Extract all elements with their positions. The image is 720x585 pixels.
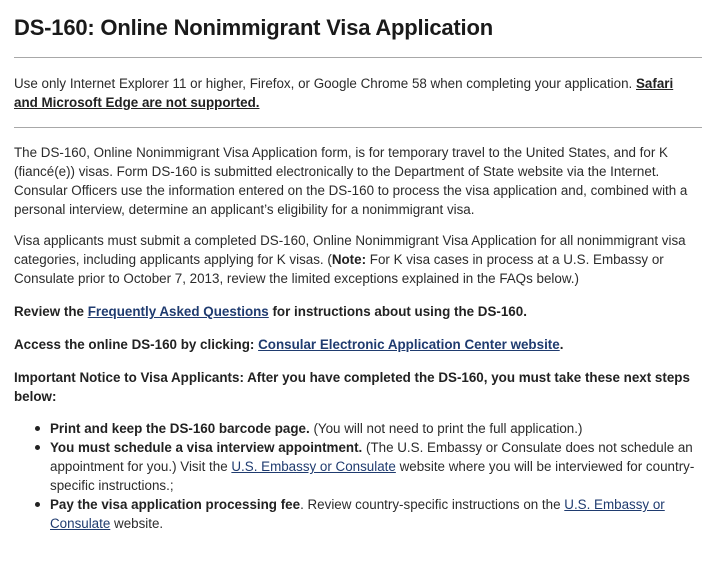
page-title: DS-160: Online Nonimmigrant Visa Application [14,15,493,40]
step-3-text-after: website. [110,516,164,531]
embassy-link[interactable]: U.S. Embassy or Consulate [231,459,396,474]
bullet-icon [35,445,40,450]
ceac-link[interactable]: Consular Electronic Application Center website [258,337,560,352]
bullet-icon [35,502,40,507]
step-3-bold: Pay the visa application processing fee [50,497,301,512]
access-prefix: Access the online DS-160 by clicking: [14,337,259,352]
step-1-text: (You will not need to print the full application.) [309,421,583,436]
requirement-paragraph [14,231,702,288]
divider-bottom [14,127,702,128]
list-item [50,495,702,533]
access-suffix: . [559,337,564,352]
step-3-text-before: . Review country-specific instructions on the [300,497,565,512]
requirement-text-after: For K visa cases in process at a U.S. Embassy or Consulate prior to October 7, 2013, review the limited exceptions explained in the FAQs below.) [14,252,664,286]
embassy-link-2[interactable]: U.S. Embassy or Consulate [50,497,665,531]
next-steps-list [14,419,702,533]
list-item [50,438,702,495]
intro-paragraph: The DS-160, Online Nonimmigrant Visa Application form, is for temporary travel to the United States, and for K (fiancé(e)) visas. Form DS-160 is submitted electronically to the Department of State website via the Internet. Consular Officers use the information entered on the DS-160 to process the visa application and, combined with a personal interview, determine an applicant’s eligibility for a nonimmigrant visa. [14,145,688,217]
access-paragraph [14,335,702,354]
review-prefix: Review the [14,304,88,319]
list-item [50,419,702,438]
important-notice: Important Notice to Visa Applicants: After you have completed the DS-160, you must take these next steps below: [14,370,690,404]
requirement-text-before: Visa applicants must submit a completed DS-160, Online Nonimmigrant Visa Application for all nonimmigrant visa categories, including applicants applying for K visas. ( [14,233,686,267]
step-1-bold: Print and keep the DS-160 barcode page. [50,421,310,436]
bullet-icon [35,426,40,431]
step-2-bold: You must schedule a visa interview appointment. [50,440,363,455]
faq-link[interactable]: Frequently Asked Questions [87,304,269,319]
note-label: Note: [331,252,367,267]
divider-top [14,57,702,58]
review-suffix: for instructions about using the DS-160. [268,304,527,319]
step-2-text-after: website where you will be interviewed for country-specific instructions.; [50,459,695,493]
browser-notice [14,74,694,112]
browser-support-link[interactable]: Safari and Microsoft Edge are not supported. [14,76,674,110]
browser-notice-text: Use only Internet Explorer 11 or higher, Firefox, or Google Chrome 58 when completing your application. [14,76,636,91]
step-2-text-before: (The U.S. Embassy or Consulate does not schedule an appointment for you.) Visit the [50,440,693,474]
review-paragraph [14,302,702,321]
